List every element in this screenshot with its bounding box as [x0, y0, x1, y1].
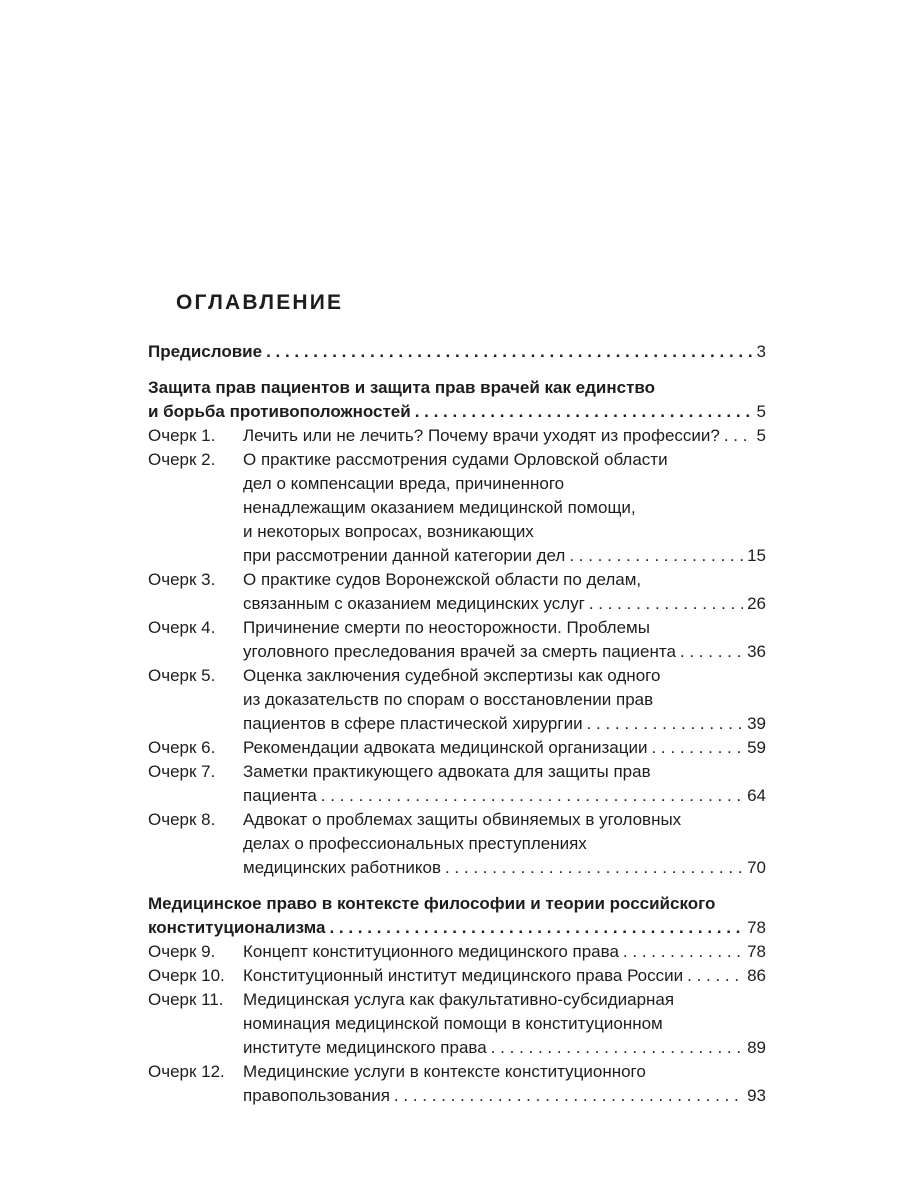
leader-dots [569, 544, 743, 568]
entry-title [243, 568, 766, 616]
page-number: 78 [747, 942, 766, 961]
leader-dots [589, 592, 743, 616]
entry-title [243, 664, 766, 736]
entry-title-row [243, 424, 766, 448]
entry-title-line: Лечить или не лечить? Почему врачи уходят из профессии? [243, 426, 720, 445]
toc-entry [148, 448, 766, 568]
entry-title-line: пациентов в сфере пластической хирургии [243, 714, 583, 733]
section-heading [148, 376, 766, 424]
page-number: 93 [747, 1086, 766, 1105]
entry-title-line: связанным с оказанием медицинских услуг [243, 594, 585, 613]
entry-title-line: Конституционный институт медицинского права России [243, 966, 684, 985]
page-number: 59 [747, 738, 766, 757]
entry-label: Очерк 1. [148, 426, 216, 445]
entry-title-row [243, 592, 766, 616]
entry-title-line: уголовного преследования врачей за смерть пациента [243, 642, 676, 661]
page-number: 70 [747, 858, 766, 877]
section-heading-line: Предисловие [148, 342, 263, 361]
toc-entry [148, 964, 766, 988]
leader-dots [491, 1036, 743, 1060]
toc-entry [148, 664, 766, 736]
entry-title [243, 940, 766, 964]
entry-title-line: Оценка заключения судебной экспертизы как одного [243, 666, 661, 685]
toc-entry [148, 424, 766, 448]
entry-label: Очерк 4. [148, 618, 216, 637]
entry-title-line: О практике рассмотрения судами Орловской области [243, 450, 668, 469]
leader-dots [321, 784, 743, 808]
toc-entry [148, 616, 766, 664]
entry-title-row [243, 1084, 766, 1108]
section-heading-row [148, 340, 766, 364]
entry-title [243, 808, 766, 880]
section-heading [148, 892, 766, 940]
toc-entry [148, 808, 766, 880]
entry-title-line: номинация медицинской помощи в конституционном [243, 1014, 663, 1033]
toc-entry [148, 736, 766, 760]
entry-label: Очерк 8. [148, 810, 216, 829]
toc-entry [148, 988, 766, 1060]
entry-label: Очерк 12. [148, 1062, 225, 1081]
section-heading [148, 340, 766, 364]
leader-dots [623, 940, 743, 964]
page-number: 39 [747, 714, 766, 733]
page-number: 86 [747, 966, 766, 985]
leader-dots [680, 640, 743, 664]
toc-section [148, 376, 766, 880]
entry-title [243, 736, 766, 760]
page-number: 26 [747, 594, 766, 613]
entry-title-line: и некоторых вопросах, возникающих [243, 522, 534, 541]
toc-section [148, 340, 766, 364]
entry-title-line: Заметки практикующего адвоката для защиты прав [243, 762, 651, 781]
page-number: 15 [747, 546, 766, 565]
toc-title: ОГЛАВЛЕНИЕ [176, 291, 344, 314]
leader-dots [394, 1084, 743, 1108]
section-heading-line: конституционализма [148, 918, 326, 937]
leader-dots [651, 736, 743, 760]
section-heading-row [148, 916, 766, 940]
toc-entry [148, 940, 766, 964]
entry-title-row [243, 544, 766, 568]
entry-title-line: институте медицинского права [243, 1038, 487, 1057]
entry-label: Очерк 11. [148, 990, 224, 1009]
page-number: 89 [747, 1038, 766, 1057]
entry-title-line: правопользования [243, 1086, 390, 1105]
entry-title [243, 964, 766, 988]
entry-title [243, 616, 766, 664]
entry-title-row [243, 856, 766, 880]
entry-title [243, 424, 766, 448]
entry-title-line: дел о компенсации вреда, причиненного [243, 474, 565, 493]
page-number: 78 [747, 918, 766, 937]
entry-title [243, 448, 766, 568]
entry-title-line: Причинение смерти по неосторожности. Проблемы [243, 618, 650, 637]
entry-title-line: Медицинская услуга как факультативно-субсидиарная [243, 990, 675, 1009]
entry-title-row [243, 640, 766, 664]
entry-title-row [243, 1036, 766, 1060]
toc-section [148, 892, 766, 1108]
entry-title-line: Концепт конституционного медицинского права [243, 942, 619, 961]
leader-dots [724, 424, 753, 448]
section-heading-line: Медицинское право в контексте философии и теории российского [148, 894, 716, 913]
section-heading-line: Защита прав пациентов и защита прав врачей как единство [148, 378, 656, 397]
entry-label: Очерк 5. [148, 666, 216, 685]
toc-entry [148, 1060, 766, 1108]
leader-dots [587, 712, 744, 736]
entry-title-line: ненадлежащим оказанием медицинской помощи, [243, 498, 636, 517]
entry-title [243, 760, 766, 808]
entry-title [243, 988, 766, 1060]
entry-title-line: медицинских работников [243, 858, 441, 877]
entry-label: Очерк 6. [148, 738, 216, 757]
page-number: 64 [747, 786, 766, 805]
entry-title-row [243, 736, 766, 760]
entry-label: Очерк 7. [148, 762, 216, 781]
entry-label: Очерк 9. [148, 942, 216, 961]
entry-title-line: из доказательств по спорам о восстановлении прав [243, 690, 654, 709]
entry-label: Очерк 3. [148, 570, 216, 589]
leader-dots [329, 916, 743, 940]
entry-title [243, 1060, 766, 1108]
leader-dots [266, 340, 752, 364]
entry-title-row [243, 712, 766, 736]
entry-title-line: Адвокат о проблемах защиты обвиняемых в уголовных [243, 810, 682, 829]
page-number: 5 [756, 402, 766, 421]
table-of-contents [148, 340, 766, 1108]
leader-dots [445, 856, 743, 880]
entry-label: Очерк 2. [148, 450, 216, 469]
page-number: 36 [747, 642, 766, 661]
entry-title-line: Медицинские услуги в контексте конституционного [243, 1062, 646, 1081]
entry-label: Очерк 10. [148, 966, 225, 985]
entry-title-line: пациента [243, 786, 317, 805]
entry-title-line: Рекомендации адвоката медицинской организации [243, 738, 648, 757]
page-number: 5 [756, 426, 766, 445]
entry-title-row [243, 964, 766, 988]
entry-title-line: при рассмотрении данной категории дел [243, 546, 566, 565]
section-heading-row [148, 400, 766, 424]
leader-dots [687, 964, 743, 988]
page-number: 3 [756, 342, 766, 361]
section-heading-line: и борьба противоположностей [148, 402, 411, 421]
entry-title-line: делах о профессиональных преступлениях [243, 834, 587, 853]
toc-entry [148, 760, 766, 808]
leader-dots [415, 400, 753, 424]
entry-title-row [243, 940, 766, 964]
entry-title-line: О практике судов Воронежской области по делам, [243, 570, 642, 589]
toc-entry [148, 568, 766, 616]
entry-title-row [243, 784, 766, 808]
